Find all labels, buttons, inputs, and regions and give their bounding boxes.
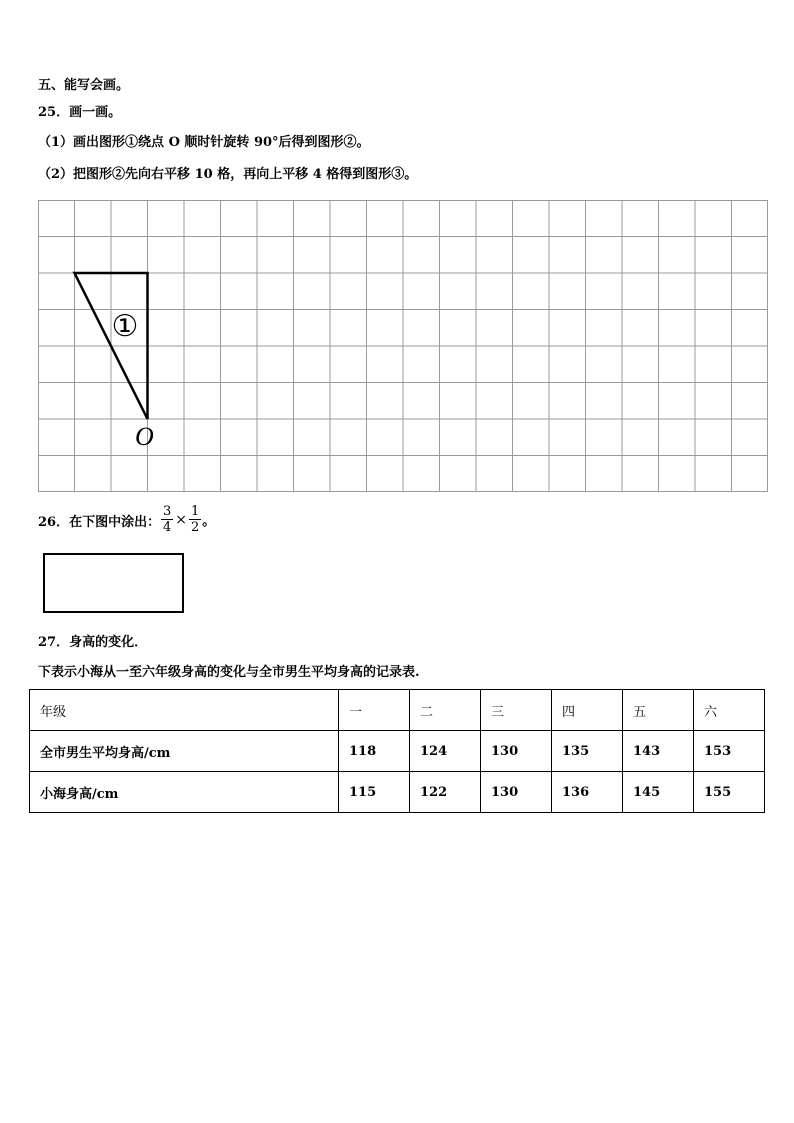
section-heading: 五、能写会画。 (38, 78, 130, 93)
table-cell: 124 (410, 731, 481, 772)
table-cell: 153 (694, 731, 765, 772)
table-header-row (30, 690, 765, 731)
table-cell: 全市男生平均身高/cm (30, 731, 339, 772)
table-cell: 五 (623, 690, 694, 731)
table-cell: 130 (481, 731, 552, 772)
times-sign: × (175, 511, 188, 528)
table-cell: 三 (481, 690, 552, 731)
fraction-denominator: 2 (191, 520, 200, 535)
table-cell: 118 (339, 731, 410, 772)
table-cell: 小海身高/cm (30, 772, 339, 813)
table-row (30, 731, 765, 772)
table-cell: 一 (339, 690, 410, 731)
q25-part1: （1）画出图形①绕点 O 顺时针旋转 90°后得到图形②。 (38, 135, 370, 150)
q27-intro: 下表示小海从一至六年级身高的变化与全市男生平均身高的记录表. (38, 665, 420, 680)
table-cell: 115 (339, 772, 410, 813)
table-cell: 155 (694, 772, 765, 813)
table-cell: 135 (552, 731, 623, 772)
height-table (29, 689, 765, 813)
fraction-denominator: 4 (163, 520, 172, 535)
table-cell: 四 (552, 690, 623, 731)
q27-title: 27．身高的变化． (38, 635, 148, 650)
shape-1-label: ① (111, 309, 139, 344)
q26-prefix: 26．在下图中涂出： (38, 515, 161, 530)
q26-suffix: 。 (202, 514, 216, 529)
table-cell: 二 (410, 690, 481, 731)
q25-part2: （2）把图形②先向右平移 10 格，再向上平移 4 格得到图形③。 (38, 167, 418, 182)
table-cell: 143 (623, 731, 694, 772)
shading-rectangle[interactable] (43, 553, 184, 613)
fraction-numerator: 1 (191, 504, 200, 519)
table-cell: 130 (481, 772, 552, 813)
drawing-grid (38, 200, 768, 492)
fraction-1-2 (189, 504, 201, 535)
q26-expression (160, 504, 215, 535)
fraction-numerator: 3 (163, 504, 172, 519)
fraction-3-4 (161, 504, 173, 535)
point-o-label: O (135, 422, 154, 451)
table-cell: 145 (623, 772, 694, 813)
table-cell: 年级 (30, 690, 339, 731)
table-cell: 136 (552, 772, 623, 813)
table-row (30, 772, 765, 813)
table-cell: 122 (410, 772, 481, 813)
table-cell: 六 (694, 690, 765, 731)
q25-title: 25．画一画。 (38, 105, 122, 120)
